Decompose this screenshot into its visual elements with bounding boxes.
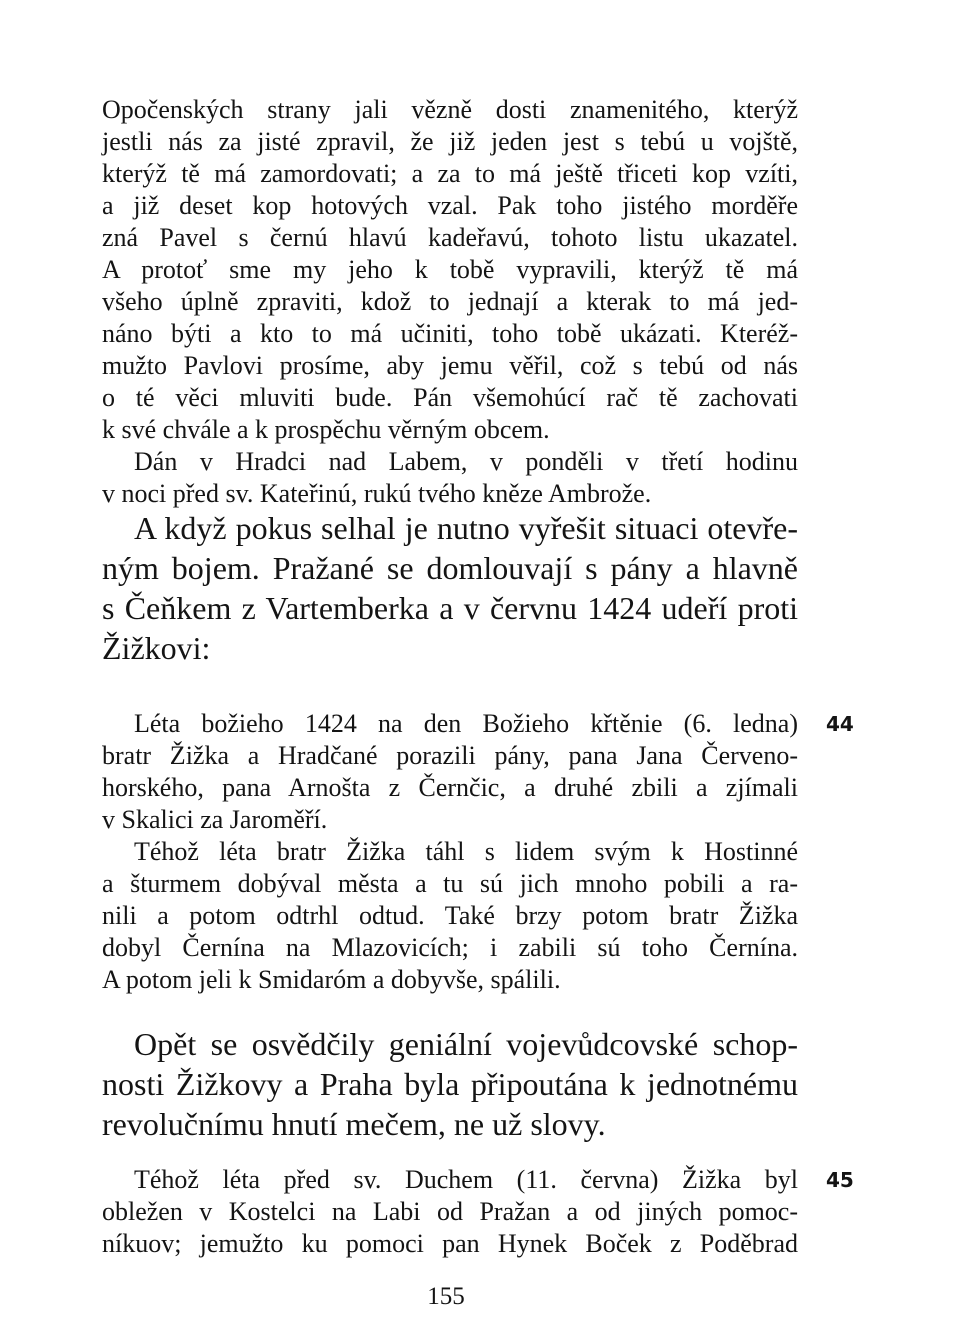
text-line: v noci před sv. Kateřinú, rukú tvého kněze Ambrože.	[102, 479, 652, 508]
commentary-line: ným bojem. Pražané se domlouvají s pány a hlavně	[102, 550, 798, 586]
text-line: Téhož léta před sv. Duchem (11. června) Žižka byl	[134, 1165, 798, 1194]
commentary-line: s Čeňkem z Vartemberka a v červnu 1424 udeří proti	[102, 590, 798, 626]
text-line: dobyl Černína na Mlazovicích; i zabili sú toho Černína.	[102, 933, 798, 962]
text-line: k své chvále a k prospěchu věrným obcem.	[102, 415, 550, 444]
text-line: nili a potom odtrhl odtud. Také brzy potom bratr Žižka	[102, 901, 798, 930]
text-line: Léta božieho 1424 na den Božieho křtěnie (6. ledna)	[134, 709, 798, 738]
text-line: jestli nás za jisté zpravil, že již jeden jest s tebú u vojště,	[102, 127, 798, 156]
text-line: a již deset kop hotových vzal. Pak toho jistého morděře	[102, 191, 798, 220]
text-line: v Skalici za Jaroměří.	[102, 805, 328, 834]
text-line: o té věci mluviti bude. Pán všemohúcí rač tě zachovati	[102, 383, 798, 412]
marginal-number: 44	[826, 712, 854, 736]
text-line: A potom jeli k Smidaróm a dobyvše, spálili.	[102, 965, 561, 994]
text-line: všeho úplně zpraviti, kdož to jednají a kterak to má jed-	[102, 287, 798, 316]
commentary-line: revolučnímu hnutí mečem, ne už slovy.	[102, 1106, 606, 1142]
text-line: Opočenských strany jali vězně dosti znamenitého, kterýž	[102, 95, 798, 124]
text-line: horského, pana Arnošta z Černčic, a druhé zbili a zjímali	[102, 773, 798, 802]
text-line: náno býti a kto to má učiniti, toho tobě ukázati. Kteréž-	[102, 319, 798, 348]
text-line: a šturmem dobýval města a tu sú jich mnoho pobili a ra-	[102, 869, 798, 898]
text-line: obležen v Kostelci na Labi od Pražan a od jiných pomoc-	[102, 1197, 798, 1226]
text-line: Dán v Hradci nad Labem, v ponděli v třetí hodinu	[134, 447, 798, 476]
commentary-line: nosti Žižkovy a Praha byla připoutána k jednotnému	[102, 1066, 798, 1102]
text-line: mužto Pavlovi prosíme, aby jemu věřil, což s tebú od nás	[102, 351, 798, 380]
page-number: 155	[427, 1283, 465, 1310]
text-line: A protoť sme my jeho k tobě vypravili, kterýž tě má	[102, 255, 798, 284]
text-line: bratr Žižka a Hradčané porazili pány, pana Jana Červeno-	[102, 741, 798, 770]
text-line: zná Pavel s černú hlavú kadeřavú, tohoto listu ukazatel.	[102, 223, 798, 252]
marginal-number: 45	[826, 1168, 854, 1192]
commentary-line: Opět se osvědčily geniální vojevůdcovské schop-	[134, 1026, 798, 1062]
text-line: níkuov; jemužto ku pomoci pan Hynek Boček z Poděbrad	[102, 1229, 798, 1258]
text-line: Téhož léta bratr Žižka táhl s lidem svým k Hostinné	[134, 837, 798, 866]
text-line: kterýž tě má zamordovati; a za to má ještě třiceti kop vzíti,	[102, 159, 798, 188]
commentary-line: Žižkovi:	[102, 630, 211, 666]
commentary-line: A když pokus selhal je nutno vyřešit situaci otevře-	[134, 510, 798, 546]
